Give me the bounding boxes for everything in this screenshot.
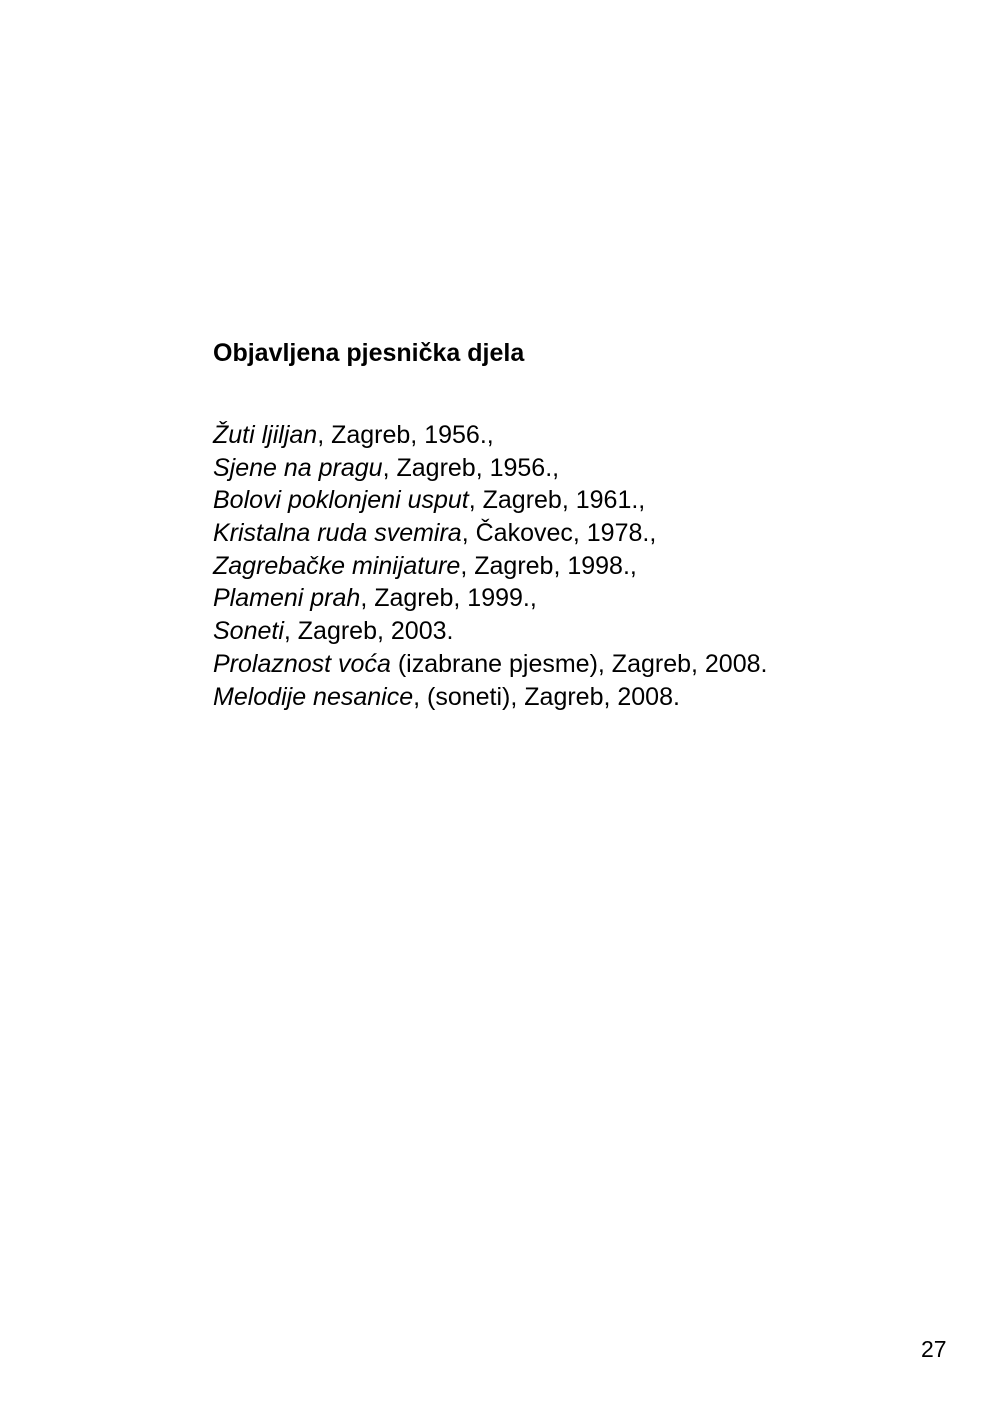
work-title: Bolovi poklonjeni usput: [213, 486, 469, 515]
work-details: , Zagreb, 1998.,: [460, 551, 637, 580]
work-item: [213, 517, 767, 550]
work-details: , Zagreb, 1956.,: [382, 453, 560, 482]
work-details: , Zagreb, 1999.,: [360, 584, 537, 613]
work-item: [213, 484, 767, 517]
section-heading: Objavljena pjesnička djela: [213, 339, 525, 367]
work-details: , Čakovec, 1978.,: [461, 519, 657, 548]
work-item: [213, 648, 767, 681]
work-item: [213, 615, 767, 648]
work-title: Sjene na pragu: [213, 453, 383, 482]
work-item: [213, 681, 767, 714]
work-details: , Zagreb, 2003.: [283, 617, 454, 646]
work-item: [213, 452, 767, 485]
work-item: [213, 419, 767, 452]
work-details: (izabrane pjesme), Zagreb, 2008.: [390, 649, 768, 678]
work-title: Prolaznost voća: [213, 649, 391, 678]
works-list: [213, 419, 767, 713]
work-title: Soneti: [213, 617, 284, 646]
page-number: 27: [921, 1336, 947, 1362]
work-details: , Zagreb, 1961.,: [468, 486, 646, 515]
work-title: Plameni prah: [213, 584, 361, 613]
work-title: Kristalna ruda svemira: [213, 519, 462, 548]
work-title: Melodije nesanice: [213, 682, 414, 711]
work-item: [213, 582, 767, 615]
work-title: Zagrebačke minijature: [213, 551, 461, 580]
work-details: , Zagreb, 1956.,: [317, 421, 494, 449]
work-details: , (soneti), Zagreb, 2008.: [413, 682, 680, 711]
work-item: [213, 550, 767, 583]
work-title: Žuti ljiljan: [213, 421, 318, 449]
